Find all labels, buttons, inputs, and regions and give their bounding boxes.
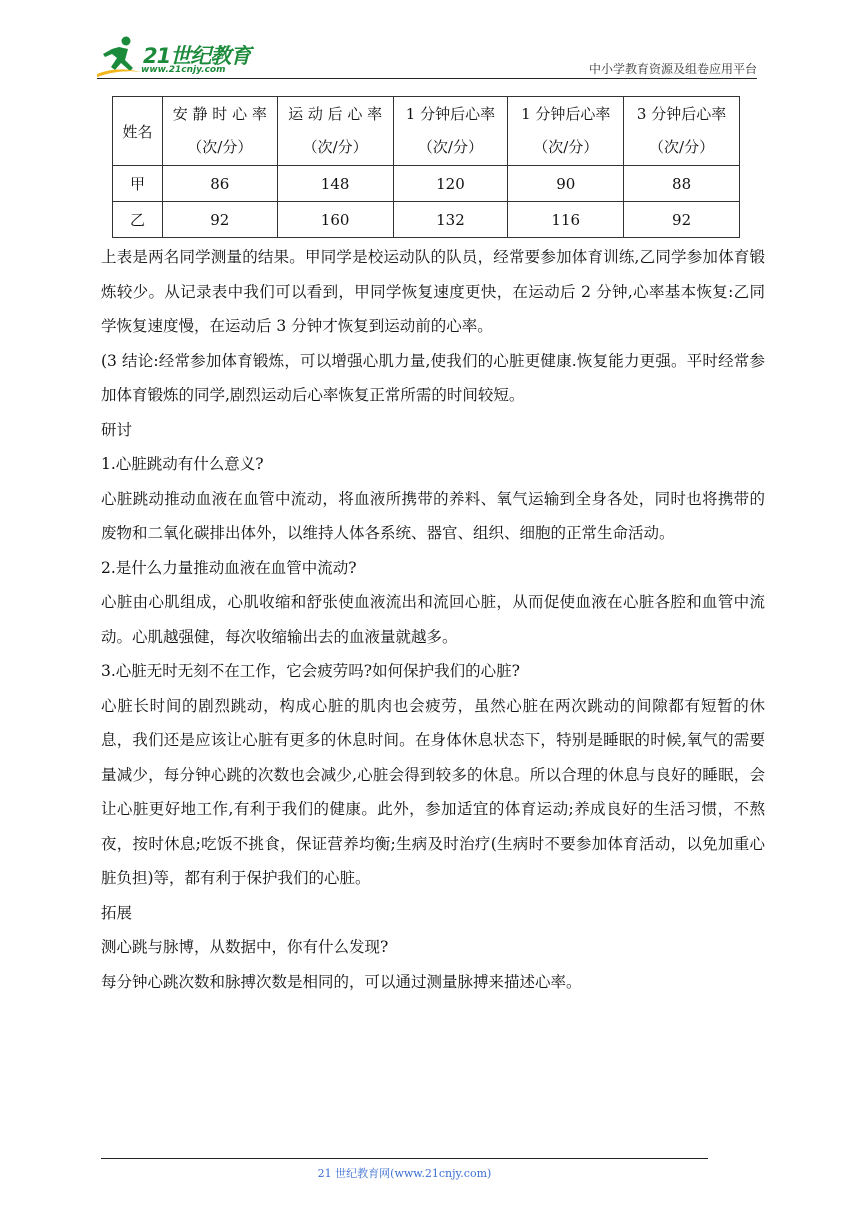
heart-rate-table xyxy=(112,96,740,238)
row-name-cell: 甲 xyxy=(113,166,163,202)
header-cell xyxy=(277,97,393,166)
document-body xyxy=(101,240,765,999)
question-1: 1.心脏跳动有什么意义? xyxy=(101,455,264,473)
table-cell: 116 xyxy=(508,202,624,238)
table-cell: 148 xyxy=(277,166,393,202)
section-heading-extension: 拓展 xyxy=(101,903,133,922)
header-label: 1 分钟后心率 xyxy=(521,105,611,123)
question-4: 测心跳与脉博，从数据中，你有什么发现? xyxy=(101,938,389,956)
answer-4: 每分钟心跳次数和脉搏次数是相同的，可以通过测量脉搏来描述心率。 xyxy=(101,972,582,991)
header-cell xyxy=(624,97,740,166)
table-row xyxy=(113,166,740,202)
table-cell: 88 xyxy=(624,166,740,202)
header-label: 3 分钟后心率 xyxy=(636,105,727,123)
header-label: 安 静 时 心 率 xyxy=(172,105,267,123)
answer-1: 心脏跳动推动血液在血管中流动，将血液所携带的养料、氧气运输到全身各处，同时也将携带的废物和二氧化碳排出体外，以维持人体各系统、器官、组织、细胞的正常生命活动。 xyxy=(101,489,765,542)
header-label: 运 动 后 心 率 xyxy=(288,105,383,123)
footer-link[interactable]: 21 世纪教育网(www.21cnjy.com) xyxy=(317,1167,492,1180)
table-cell: 86 xyxy=(162,166,277,202)
table-cell: 132 xyxy=(393,202,508,238)
header-cell xyxy=(162,97,277,166)
table-cell: 92 xyxy=(624,202,740,238)
answer-3: 心脏长时间的剧烈跳动，构成心脏的肌肉也会疲劳，虽然心脏在两次跳动的间隙都有短暂的休息，我们还是应该让心脏有更多的休息时间。在身体休息状态下，特别是睡眠的时候,氧气的需要量减少，每分钟心跳的次数也会减少,心脏会得到较多的休息。所以合理的休息与良好的睡眠，会让心脏更好地工作,有利于我们的健康。此外，参加适宜的体育运动;养成良好的生活习惯，不熬夜，按时休息;吃饭不挑食，保证营养均衡;生病及时治疗(生病时不要参加体育活动，以免加重心脏负担)等，都有利于保护我们的心脏。 xyxy=(101,696,765,887)
header-unit: （次/分） xyxy=(417,138,483,156)
conclusion-paragraph: (3 结论:经常参加体育锻炼，可以增强心肌力量,使我们的心脏更健康.恢复能力更强。平时经常参加体育锻炼的同学,剧烈运动后心率恢复正常所需的时间较短。 xyxy=(101,351,765,404)
section-heading-discussion: 研讨 xyxy=(101,420,133,439)
table-cell: 160 xyxy=(277,202,393,238)
header-divider xyxy=(97,78,757,79)
question-2: 2.是什么力量推动血液在血管中流动? xyxy=(101,558,357,577)
header-unit: （次/分） xyxy=(649,138,715,156)
platform-title: 中小学教育资源及组卷应用平台 xyxy=(588,62,757,76)
header-unit: （次/分） xyxy=(187,138,253,156)
table-row xyxy=(113,202,740,238)
runner-icon xyxy=(95,34,143,80)
result-paragraph: 上表是两名同学测量的结果。甲同学是校运动队的队员，经常要参加体育训练,乙同学参加体育锻炼较少。从记录表中我们可以看到，甲同学恢复速度更快，在运动后 2 分钟,心率基本恢复:乙同学恢复速度慢，在运动后 3 分钟才恢复到运动前的心率。 xyxy=(101,248,765,335)
table-cell: 92 xyxy=(162,202,277,238)
header-cell xyxy=(393,97,508,166)
answer-2: 心脏由心肌组成，心肌收缩和舒张使血液流出和流回心脏，从而促使血液在心脏各腔和血管中流动。心肌越强健，每次收缩输出去的血液量就越多。 xyxy=(101,593,765,646)
row-name-cell: 乙 xyxy=(113,202,163,238)
header-cell-name: 姓名 xyxy=(113,97,163,166)
logo-url: www.21cnjy.com xyxy=(141,65,226,75)
table-cell: 120 xyxy=(393,166,508,202)
table-header-row xyxy=(113,97,740,166)
header-cell xyxy=(508,97,624,166)
question-3: 3.心脏无时无刻不在工作，它会疲劳吗?如何保护我们的心脏? xyxy=(101,662,520,680)
logo-text: 21世纪教育 xyxy=(143,44,251,68)
header-unit: （次/分） xyxy=(302,138,368,156)
header-label: 1 分钟后心率 xyxy=(405,105,496,123)
footer-divider xyxy=(101,1158,708,1159)
logo xyxy=(95,34,270,82)
table-cell: 90 xyxy=(508,166,624,202)
header-unit: （次/分） xyxy=(533,138,599,156)
page-header xyxy=(0,0,860,80)
